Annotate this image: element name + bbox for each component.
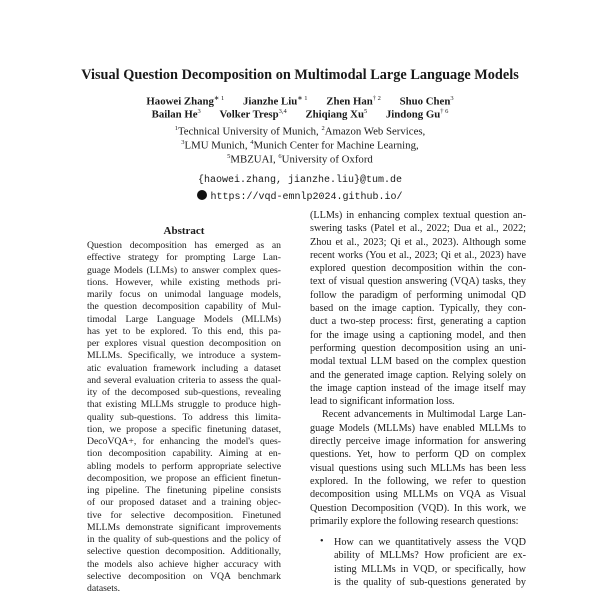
text-line: Question decomposition has emerged as an xyxy=(87,240,281,251)
text-line: the models also achieve higher accuracy with xyxy=(87,558,281,570)
text-line: follow the paradigm of performing unimodal QD xyxy=(310,289,526,301)
text-line: for the image using a captioning model, and then xyxy=(310,329,526,341)
text-line: tive for selective decomposition. Finetuned xyxy=(87,509,281,521)
affiliation-line: $^1$Technical University of Munich, $^2$Amazon Web Services, xyxy=(174,125,426,138)
author: Bailan He$^3$ xyxy=(151,108,201,121)
text-line: based on the image caption. Typically, they con- xyxy=(310,303,526,315)
text-line: the question decomposition capability of Mul- xyxy=(87,301,281,313)
text-line: quality sub-questions. To address this limita- xyxy=(87,411,281,423)
text-line: timodal Large Language Models (MLLMs) xyxy=(87,313,281,325)
text-line: selective decomposition on VQA benchmark xyxy=(87,570,281,582)
text-line: explored. In the following, we refer to question xyxy=(310,475,526,487)
text-line: datasets. xyxy=(87,583,121,594)
spacer xyxy=(310,528,526,536)
author: Jindong Gu$^{\dagger 6}$ xyxy=(385,108,449,121)
author: Zhiqiang Xu$^5$ xyxy=(305,108,368,121)
text-line: ity of the decomposed sub-questions, revealing xyxy=(87,387,281,398)
github-icon xyxy=(197,190,207,200)
text-line: DecoVQA+, for enhancing the model's ques- xyxy=(87,436,281,447)
text-line: How can we quantitatively assess the VQD xyxy=(334,537,526,549)
text-line: tion decomposition capability. Aiming at en- xyxy=(87,448,281,460)
text-line: and the generated image caption. Relying solely on xyxy=(310,369,526,381)
text-line: atic evaluation framework including a dataset xyxy=(87,362,281,374)
text-line: (LLMs) in enhancing complex textual question an- xyxy=(310,210,526,221)
text-line: modal textual LLM based on the complex question xyxy=(310,356,526,368)
text-line: duct a two-step process: first, generating a caption xyxy=(310,316,526,328)
affiliation-line: $^5$MBZUAI, $^6$University of Oxford xyxy=(227,153,373,166)
abstract-heading: Abstract xyxy=(163,225,205,237)
text-line: in the quality of sub-questions and the policy of xyxy=(87,534,281,545)
author: Shuo Chen$^3$ xyxy=(399,95,454,108)
text-line: primarily explore the following research questions: xyxy=(310,515,519,527)
abstract-body xyxy=(87,240,281,595)
text-line: Question Decomposition (VQD). In this work, we xyxy=(310,502,526,514)
introduction-body xyxy=(310,209,526,589)
text-line: tion, we propose a specific finetuning dataset, xyxy=(87,423,281,435)
text-line: decomposition, we propose an efficient finetun- xyxy=(87,472,281,484)
affiliation-line: $^3$LMU Munich, $^4$Munich Center for Machine Learning, xyxy=(181,139,419,152)
text-line: MLLMs demonstrate significant improvements xyxy=(87,521,281,533)
author: Haowei Zhang$^{∗ 1}$ xyxy=(146,95,225,108)
text-line: lead to significant information loss. xyxy=(310,396,455,408)
author: Zhen Han$^{\dagger 2}$ xyxy=(326,95,381,108)
text-line: and several evaluation criteria to assess the qual- xyxy=(87,374,281,386)
text-line: is the quality of sub-questions generated by xyxy=(334,577,526,589)
text-line: directly perceive image information for answering xyxy=(310,436,526,448)
text-line: that existing MLLMs struggle to produce high- xyxy=(87,399,281,411)
author: Jianzhe Liu$^{∗ 1}$ xyxy=(242,95,308,108)
text-line: marily focus on unimodal language models, xyxy=(87,289,281,300)
text-line: tions. However, while existing methods pri- xyxy=(87,276,281,288)
text-line: ing pipeline. The finetuning pipeline consists xyxy=(87,485,281,496)
text-line: selective question decomposition. Additionally, xyxy=(87,546,281,558)
text-line: recent works (You et al., 2023; Qi et al., 2023) have xyxy=(310,249,526,261)
text-line: ability of MLLMs? How proficient are ex- xyxy=(334,550,526,562)
author-line-2 xyxy=(0,108,600,121)
text-line: abling models to perform appropriate selective xyxy=(87,460,281,472)
text-line: guage Models (LLMs) to answer complex ques- xyxy=(87,264,281,276)
text-line: of our proposed dataset and a training objec- xyxy=(87,497,281,509)
author-email: {haowei.zhang, jianzhe.liu}@tum.de xyxy=(197,175,403,186)
text-line: guage Models (MLLMs) have enabled MLLMs to xyxy=(310,422,526,434)
project-link[interactable] xyxy=(0,190,600,203)
text-line: per explores visual question decomposition on xyxy=(87,338,281,349)
text-line: performing question decomposition using an uni- xyxy=(310,342,526,354)
text-line: effective strategy for prompting Large Lan- xyxy=(87,252,281,264)
paper-title: Visual Question Decomposition on Multimodal Large Language Models xyxy=(81,67,519,83)
text-line: text of visual question answering (VQA) tasks, they xyxy=(310,276,526,288)
text-line: MLLMs. Specifically, we introduce a system- xyxy=(87,350,281,362)
text-line: questions. Yet, how to perform QD on complex xyxy=(310,449,526,461)
text-line: isting MLLMs in VQD, or specifically, how xyxy=(334,563,526,575)
bullet-marker: • xyxy=(320,536,324,548)
text-line: explored question decomposition within the con- xyxy=(310,263,526,275)
text-line: the image caption instead of the image itself may xyxy=(310,382,526,394)
text-line: Recent advancements in Multimodal Large Lan- xyxy=(322,409,526,421)
project-url[interactable]: https://vqd-emnlp2024.github.io/ xyxy=(210,192,403,203)
author: Volker Tresp$^{3,4}$ xyxy=(219,108,287,121)
text-line: swering tasks (Patel et al., 2022; Dua et al., 2022; xyxy=(310,223,526,235)
list-item xyxy=(310,536,526,589)
author-line-1 xyxy=(0,94,600,108)
text-line: decomposition using MLLMs on VQA as Visual xyxy=(310,489,526,501)
text-line: Zhou et al., 2023; Qi et al., 2023). Although some xyxy=(310,236,526,248)
text-line: has yet to be explored. To this end, this pa- xyxy=(87,325,281,337)
text-line: visual questions using such MLLMs has been less xyxy=(310,462,526,474)
